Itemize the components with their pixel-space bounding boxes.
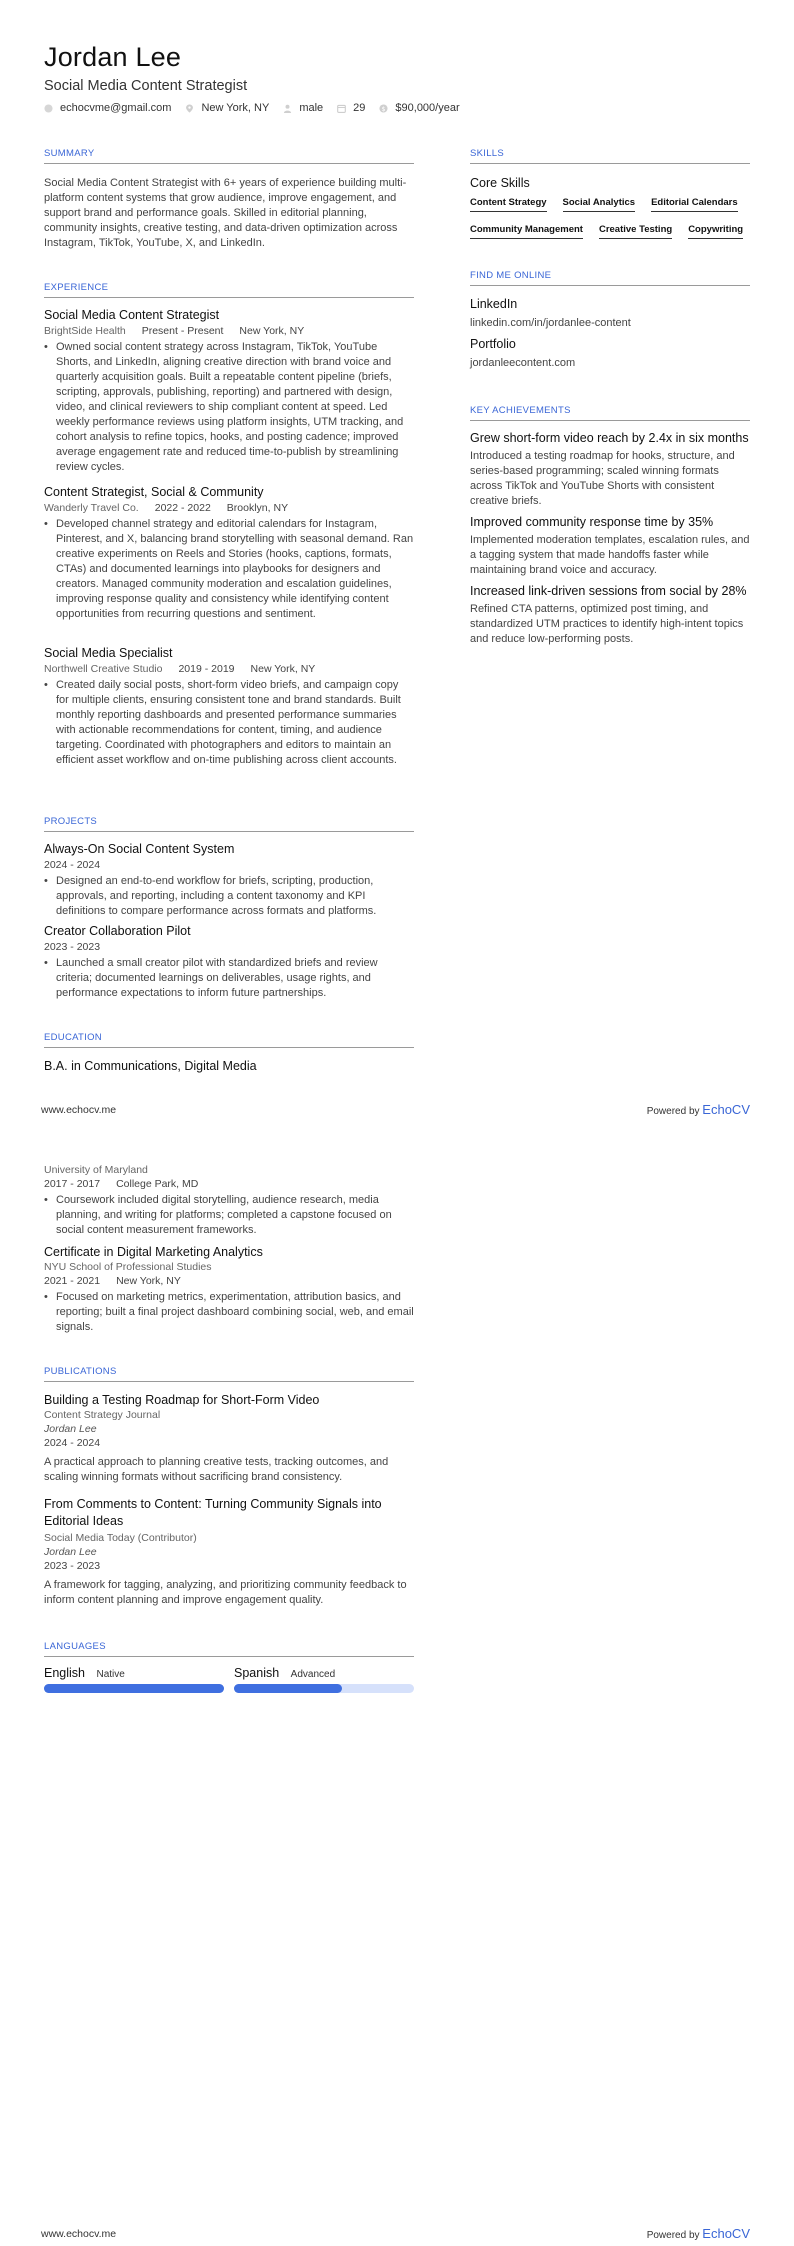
contact-age: 29 — [337, 102, 365, 114]
summary-heading: SUMMARY — [44, 148, 95, 159]
dollar-icon — [379, 104, 388, 113]
skill-tag: Community Management — [470, 224, 583, 239]
job-bullet: • Created daily social posts, short-form video briefs, and campaign copy for multiple clients, ensuring consistent tone and brand standards. Built monthly reporting dashboards and presented performance summaries with actionable recommendations for content, timing, and audience targeting. Coordinated with photographers and editors to maintain an efficient asset workflow and on-time publishing across client accounts. — [44, 678, 414, 768]
education-heading: EDUCATION — [44, 1032, 102, 1043]
experience-heading: EXPERIENCE — [44, 282, 109, 293]
company-name: BrightSide Health — [44, 325, 126, 337]
link-label-portfolio: Portfolio — [470, 337, 516, 351]
publication-author: Jordan Lee — [44, 1423, 97, 1435]
online-links — [470, 297, 750, 371]
certificate-title: Certificate in Digital Marketing Analytics — [44, 1245, 263, 1259]
job-meta — [44, 663, 414, 675]
language-bar — [44, 1684, 224, 1693]
achievements-heading: KEY ACHIEVEMENTS — [470, 405, 571, 416]
job-location: New York, NY — [250, 663, 316, 675]
job-dates: 2019 - 2019 — [178, 663, 235, 675]
company-name: Wanderly Travel Co. — [44, 502, 139, 514]
education-location: New York, NY — [116, 1275, 181, 1287]
achievements-list — [470, 431, 750, 647]
publications-heading: PUBLICATIONS — [44, 1366, 117, 1377]
job-meta — [44, 502, 414, 514]
publication-title: Building a Testing Roadmap for Short-Form Video — [44, 1393, 320, 1407]
publication-dates: 2024 - 2024 — [44, 1437, 101, 1449]
publications-divider — [44, 1381, 414, 1382]
publication-publisher: Social Media Today (Contributor) — [44, 1532, 197, 1544]
footer-powered: Powered by EchoCV — [646, 1102, 750, 1117]
contact-email[interactable]: echocvme@gmail.com — [44, 102, 171, 114]
project-bullet: • Launched a small creator pilot with standardized briefs and review criteria; documented learnings on deliverables, usage rights, and performance expectations to inform future partnerships. — [44, 956, 414, 1001]
project-dates: 2023 - 2023 — [44, 941, 101, 953]
language-bar — [234, 1684, 414, 1693]
publication-summary: A practical approach to planning creative tests, tracking outcomes, and scaling winning formats without sacrificing brand consistency. — [44, 1456, 389, 1483]
job-location: Brooklyn, NY — [226, 502, 289, 514]
job-dates: 2022 - 2022 — [154, 502, 211, 514]
education-item — [44, 1245, 414, 1335]
echocv-brand[interactable]: EchoCV — [702, 2226, 750, 2241]
education-divider — [44, 1047, 414, 1048]
language-name: Spanish — [234, 1666, 280, 1680]
footer-site-link[interactable]: www.echocv.me — [41, 1104, 117, 1116]
footer-site-link[interactable]: www.echocv.me — [41, 2228, 117, 2240]
job-bullet: • Developed channel strategy and editorial calendars for Instagram, Pinterest, and X, balancing brand storytelling with seasonal demand. Ran creative experiments on Reels and Stories (hooks, captions, formats, CTAs) and documented learnings into playbooks for designers and creators. Managed community moderation and escalation guidelines, improving response quality and consistency while identifying content opportunities from recurring questions and sentiment. — [44, 517, 414, 622]
project-title: Creator Collaboration Pilot — [44, 924, 191, 938]
languages-divider — [44, 1656, 414, 1657]
experience-item — [44, 646, 414, 768]
project-dates: 2024 - 2024 — [44, 859, 101, 871]
language-bar-fill — [44, 1684, 224, 1693]
location-pin-icon — [185, 104, 194, 113]
achievement-title: Grew short-form video reach by 2.4x in six months — [470, 431, 749, 445]
education-meta — [44, 1178, 414, 1190]
language-level: Native — [96, 1669, 125, 1680]
project-title: Always-On Social Content System — [44, 842, 235, 856]
company-name: Northwell Creative Studio — [44, 663, 163, 675]
job-title: Social Media Content Strategist — [44, 308, 220, 322]
experience-divider — [44, 297, 414, 298]
experience-item — [44, 308, 414, 475]
job-bullet: • Owned social content strategy across Instagram, TikTok, YouTube Shorts, and LinkedIn, aligning creative direction with brand voice and quarterly acquisition goals. Built a repeatable content pipeline (briefs, scripting, approvals, publishing, reporting) and partnered with design, video, and clinical reviewers to ship compliant content at speed. Led weekly performance reviews using platform insights, UTM tracking, and cohort analysis to refine topics, hooks, and posting cadence; improved average engagement rate and reduced time-to-publish by streamlining review cycles. — [44, 340, 414, 475]
online-heading: FIND ME ONLINE — [470, 270, 552, 281]
project-item — [44, 842, 414, 919]
achievement-text: Introduced a testing roadmap for hooks, structure, and series-based programming; scaled winning formats across TikTok and YouTube Shorts with consistent creative briefs. — [470, 450, 735, 507]
skills-group-label: Core Skills — [470, 176, 530, 190]
contact-salary: $ $90,000/year — [379, 102, 459, 114]
skills-divider — [470, 163, 750, 164]
job-title: Content Strategist, Social & Community — [44, 485, 264, 499]
person-icon — [283, 104, 292, 113]
project-bullet: • Designed an end-to-end workflow for briefs, scripting, production, approvals, and reporting, including a content taxonomy and KPI definitions to compare performance across formats and platforms. — [44, 874, 414, 919]
language-level: Advanced — [290, 1669, 336, 1680]
svg-text:$: $ — [381, 105, 386, 113]
achievements-divider — [470, 420, 750, 421]
school-name: University of Maryland — [44, 1164, 148, 1176]
experience-item — [44, 485, 414, 622]
footer-powered: Powered by EchoCV — [646, 2226, 750, 2241]
publication-dates: 2023 - 2023 — [44, 1560, 101, 1572]
publication-item — [44, 1393, 414, 1485]
candidate-name: Jordan Lee — [44, 42, 182, 72]
job-dates: Present - Present — [141, 325, 224, 337]
job-location: New York, NY — [239, 325, 305, 337]
education-bullet: • Focused on marketing metrics, experimentation, attribution basics, and reporting; built a final project dashboard combining social, web, and email signals. — [44, 1290, 414, 1335]
achievement-title: Improved community response time by 35% — [470, 515, 714, 529]
achievement-text: Refined CTA patterns, optimized post timing, and standardized UTM practices to identify high-intent topics and reduce low-performing posts. — [470, 603, 744, 645]
skill-tag: Content Strategy — [470, 197, 547, 212]
contact-gender: male — [283, 102, 323, 114]
degree-title: B.A. in Communications, Digital Media — [44, 1059, 257, 1073]
job-meta — [44, 325, 414, 337]
candidate-title: Social Media Content Strategist — [44, 78, 248, 94]
projects-heading: PROJECTS — [44, 816, 98, 827]
email-icon — [44, 104, 53, 113]
achievement-text: Implemented moderation templates, escalation rules, and a tagging system that made handoffs faster while maintaining brand voice and accuracy. — [470, 534, 750, 576]
publication-publisher: Content Strategy Journal — [44, 1409, 161, 1421]
education-dates: 2017 - 2017 — [44, 1178, 101, 1190]
portfolio-link[interactable]: jordanleecontent.com — [470, 357, 576, 369]
project-item — [44, 924, 414, 1001]
publication-title: From Comments to Content: Turning Community Signals into Editorial Ideas — [44, 1497, 382, 1528]
achievement-title: Increased link-driven sessions from social by 28% — [470, 584, 747, 598]
school-name: NYU School of Professional Studies — [44, 1261, 212, 1273]
education-meta — [44, 1275, 414, 1287]
summary-divider — [44, 163, 414, 164]
skill-tag: Copywriting — [688, 224, 743, 239]
contact-row — [44, 102, 474, 114]
echocv-brand[interactable]: EchoCV — [702, 1102, 750, 1117]
linkedin-link[interactable]: linkedin.com/in/jordanlee-content — [470, 317, 631, 329]
language-item — [234, 1666, 335, 1680]
projects-divider — [44, 831, 414, 832]
language-item — [44, 1666, 125, 1680]
publication-author: Jordan Lee — [44, 1546, 97, 1558]
skill-tag: Social Analytics — [563, 197, 636, 212]
education-dates: 2021 - 2021 — [44, 1275, 101, 1287]
publication-summary: A framework for tagging, analyzing, and prioritizing community feedback to inform content planning and improve engagement quality. — [44, 1579, 407, 1606]
link-label-linkedin: LinkedIn — [470, 297, 518, 311]
skill-tags — [470, 197, 760, 251]
education-item — [44, 1164, 414, 1238]
publication-item — [44, 1496, 414, 1608]
job-title: Social Media Specialist — [44, 646, 173, 660]
language-bar-fill — [234, 1684, 342, 1693]
languages-heading: LANGUAGES — [44, 1641, 106, 1652]
education-location: College Park, MD — [116, 1178, 199, 1190]
calendar-icon — [337, 104, 346, 113]
contact-location: New York, NY — [185, 102, 269, 114]
summary-text: Social Media Content Strategist with 6+ years of experience building multi-platform content systems that grow audience, improve engagement, and support brand and performance goals. Skilled in editorial planning, community insights, creative testing, and data-driven optimization across Instagram, TikTok, YouTube, X, and LinkedIn. — [44, 177, 407, 249]
skill-tag: Editorial Calendars — [651, 197, 738, 212]
skills-heading: SKILLS — [470, 148, 505, 159]
education-bullet: • Coursework included digital storytelling, audience research, media planning, and writing for platforms; completed a capstone focused on social content measurement frameworks. — [44, 1193, 414, 1238]
online-divider — [470, 285, 750, 286]
skill-tag: Creative Testing — [599, 224, 672, 239]
language-name: English — [44, 1666, 85, 1680]
